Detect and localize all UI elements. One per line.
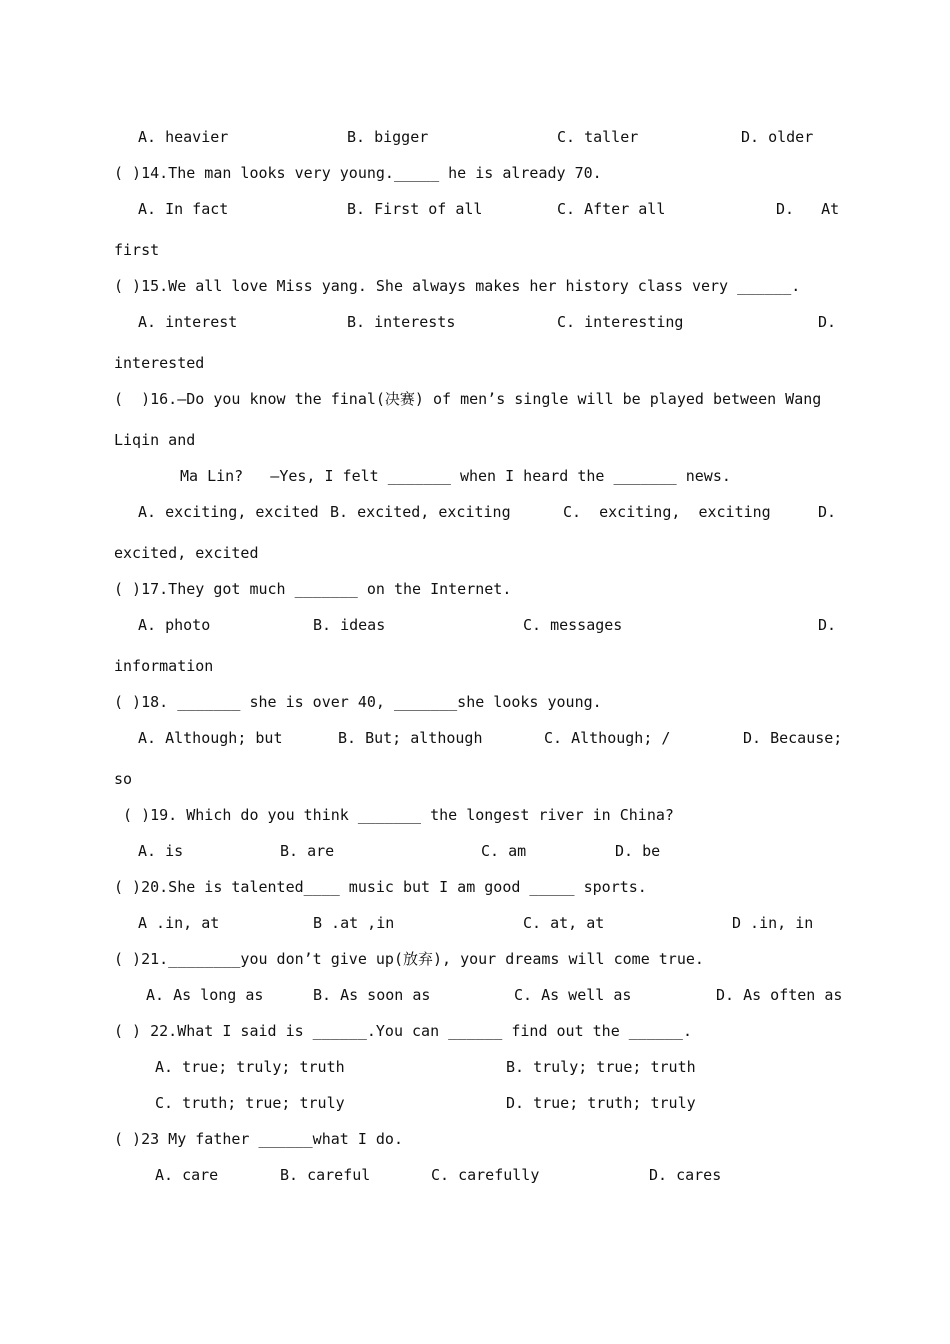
question-19-stem: ( )19. Which do you think _______ the longest river in China? <box>114 806 674 824</box>
question-16-wrap: Liqin and <box>114 431 196 449</box>
option-d[interactable]: D. be <box>615 842 661 860</box>
q20-options <box>0 912 814 934</box>
question-22-stem: ( ) 22.What I said is ______.You can ______ find out the ______. <box>114 1022 692 1040</box>
option-a[interactable]: A. care <box>155 1166 219 1184</box>
option-a[interactable]: A. interest <box>138 313 238 331</box>
question-16-stem: ( )16.—Do you know the final(决赛) of men’s single will be played between Wang <box>114 390 822 408</box>
option-a[interactable]: A. is <box>138 842 184 860</box>
q21-options <box>0 984 843 1006</box>
option-d[interactable]: D. Because; <box>743 729 843 747</box>
option-a[interactable]: A. photo <box>138 616 211 634</box>
question-21-stem: ( )21.________you don’t give up(放弃), your dreams will come true. <box>114 950 704 968</box>
option-b[interactable]: B. interests <box>347 313 456 331</box>
q15-options <box>0 311 837 333</box>
option-d[interactable]: D. At <box>776 200 840 218</box>
option-d[interactable]: D .in, in <box>732 914 814 932</box>
option-c[interactable]: C. messages <box>523 616 623 634</box>
option-c[interactable]: C. After all <box>557 200 666 218</box>
question-14-stem: ( )14.The man looks very young._____ he is already 70. <box>114 164 602 182</box>
option-d[interactable]: D. older <box>741 128 814 146</box>
option-d[interactable]: D. <box>818 616 837 634</box>
option-d[interactable]: D. true; truth; truly <box>506 1094 696 1112</box>
q22-options-row-1 <box>0 1056 696 1078</box>
option-d[interactable]: D. <box>818 503 837 521</box>
option-d[interactable]: D. cares <box>649 1166 722 1184</box>
option-a[interactable]: A. As long as <box>146 986 264 1004</box>
option-b[interactable]: B. As soon as <box>313 986 431 1004</box>
question-20-stem: ( )20.She is talented____ music but I am good _____ sports. <box>114 878 647 896</box>
option-b[interactable]: B. excited, exciting <box>330 503 511 521</box>
option-a[interactable]: A. Although; but <box>138 729 283 747</box>
q22-options-row-2 <box>0 1092 696 1114</box>
question-15-wrap: interested <box>114 354 205 372</box>
option-c[interactable]: C. truth; true; truly <box>155 1094 345 1112</box>
question-17-wrap: information <box>114 657 214 675</box>
option-c[interactable]: C. am <box>481 842 527 860</box>
question-16-stem-continued: Ma Lin? —Yes, I felt _______ when I heard the _______ news. <box>180 467 731 485</box>
q18-options <box>0 727 843 749</box>
option-c[interactable]: C. interesting <box>557 313 684 331</box>
q13-options <box>0 126 814 148</box>
question-15-stem: ( )15.We all love Miss yang. She always makes her history class very ______. <box>114 277 801 295</box>
option-a[interactable]: A. heavier <box>138 128 229 146</box>
q16-options <box>0 501 837 523</box>
option-b[interactable]: B. First of all <box>347 200 483 218</box>
question-18-wrap: so <box>114 770 133 788</box>
option-a[interactable]: A .in, at <box>138 914 220 932</box>
option-c[interactable]: C. As well as <box>514 986 632 1004</box>
question-18-stem: ( )18. _______ she is over 40, _______she looks young. <box>114 693 602 711</box>
option-b[interactable]: B. ideas <box>313 616 386 634</box>
option-b[interactable]: B. truly; true; truth <box>506 1058 696 1076</box>
option-a[interactable]: A. true; truly; truth <box>155 1058 345 1076</box>
q19-options <box>0 840 661 862</box>
option-a[interactable]: A. In fact <box>138 200 229 218</box>
question-17-stem: ( )17.They got much _______ on the Internet. <box>114 580 512 598</box>
option-d[interactable]: D. As often as <box>716 986 843 1004</box>
q23-options <box>0 1164 722 1186</box>
option-b[interactable]: B. bigger <box>347 128 429 146</box>
option-b[interactable]: B. careful <box>280 1166 371 1184</box>
option-b[interactable]: B. But; although <box>338 729 483 747</box>
option-b[interactable]: B .at ,in <box>313 914 395 932</box>
option-c[interactable]: C. taller <box>557 128 639 146</box>
option-c[interactable]: C. Although; / <box>544 729 671 747</box>
option-d[interactable]: D. <box>818 313 837 331</box>
q17-options <box>0 614 837 636</box>
option-c[interactable]: C. carefully <box>431 1166 540 1184</box>
question-16-wrap-2: excited, excited <box>114 544 259 562</box>
option-c[interactable]: C. exciting, exciting <box>563 503 771 521</box>
question-23-stem: ( )23 My father ______what I do. <box>114 1130 403 1148</box>
q14-options <box>0 198 840 220</box>
option-b[interactable]: B. are <box>280 842 335 860</box>
option-a[interactable]: A. exciting, excited <box>138 503 319 521</box>
option-c[interactable]: C. at, at <box>523 914 605 932</box>
question-14-wrap: first <box>114 241 160 259</box>
